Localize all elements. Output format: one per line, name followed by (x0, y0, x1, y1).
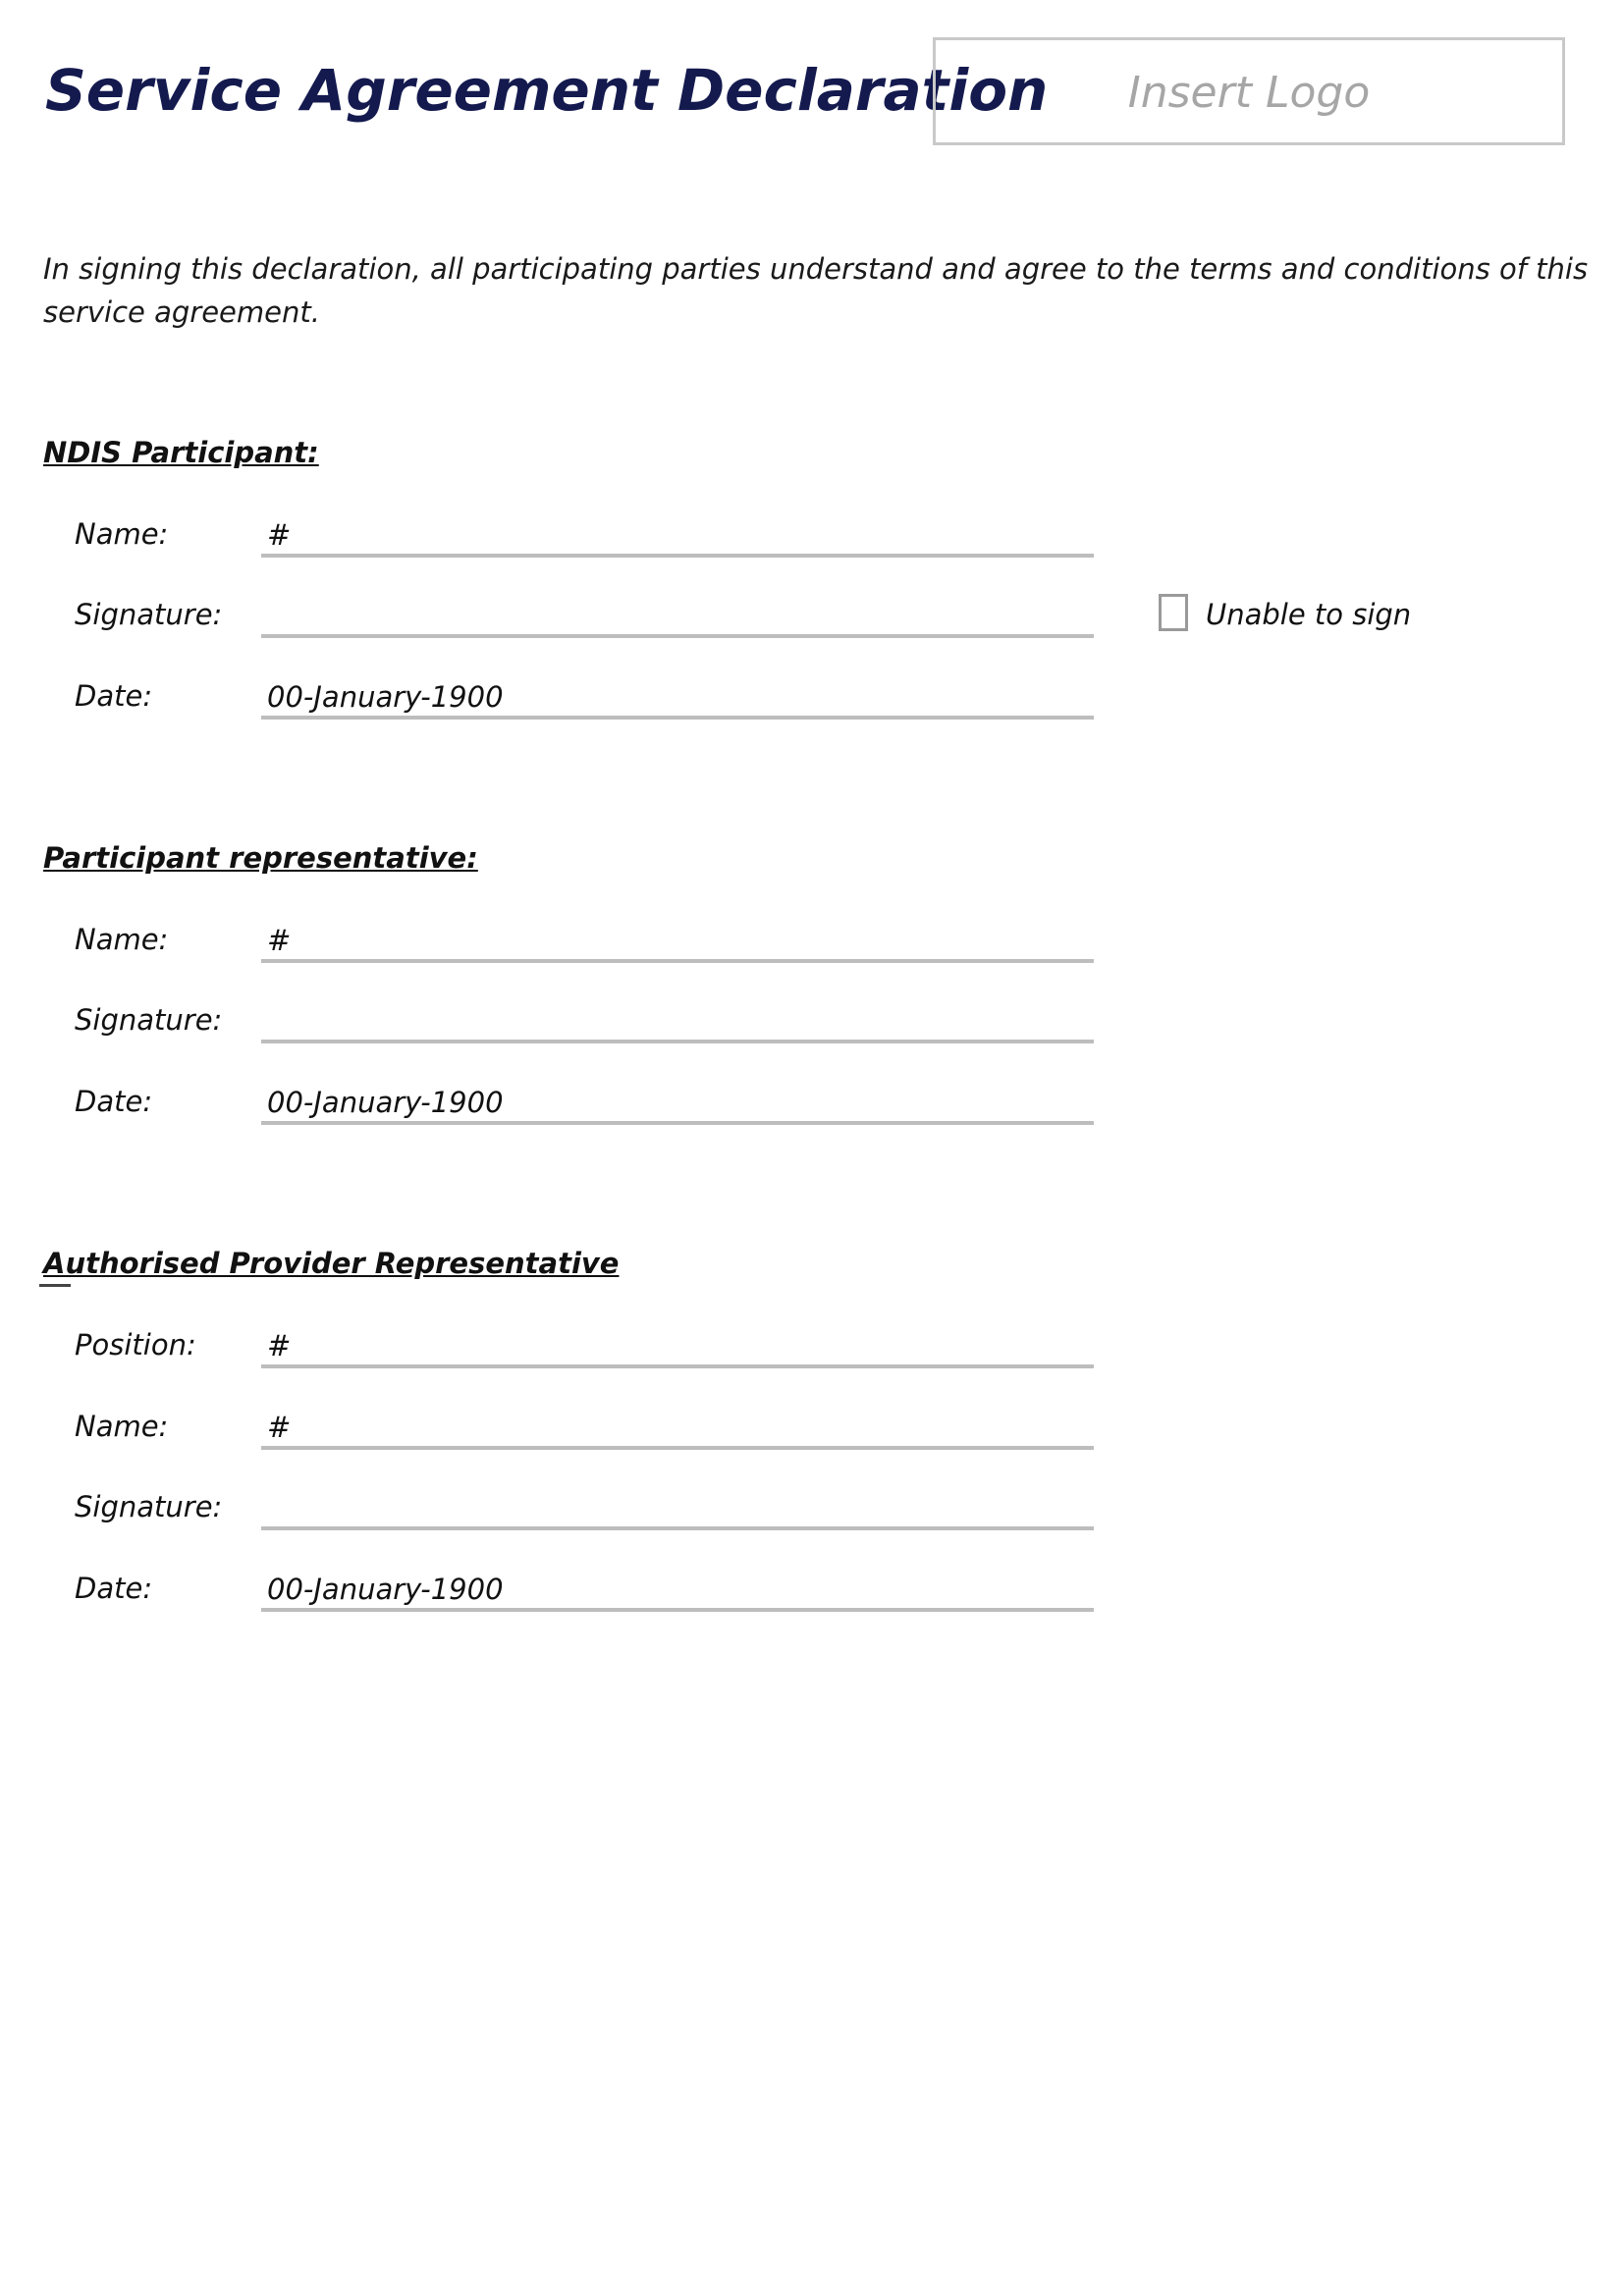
provider-name-value: # (267, 1411, 292, 1444)
participant-date-field[interactable] (261, 678, 1094, 720)
provider-name-label: Name: (75, 1410, 169, 1443)
provider-date-value: 00-January-1900 (267, 1573, 504, 1606)
participant-name-value: # (267, 518, 292, 552)
representative-date-value: 00-January-1900 (267, 1086, 504, 1119)
participant-name-field[interactable] (261, 516, 1094, 558)
participant-date-label: Date: (75, 679, 153, 713)
representative-section-heading: Participant representative: (43, 841, 478, 875)
participant-date-value: 00-January-1900 (267, 680, 504, 714)
provider-name-field[interactable] (261, 1409, 1094, 1450)
representative-name-field[interactable] (261, 922, 1094, 963)
declaration-intro-text: In signing this declaration, all participating parties understand and agree to the terms and conditions of this service agreement. (43, 252, 1589, 329)
logo-placeholder-text: Insert Logo (1127, 68, 1371, 118)
representative-signature-field[interactable] (261, 1002, 1094, 1043)
representative-name-value: # (267, 924, 292, 957)
participant-name-label: Name: (75, 517, 169, 551)
participant-signature-label: Signature: (75, 598, 223, 631)
section-marker (39, 1284, 71, 1287)
provider-position-value: # (267, 1329, 292, 1362)
representative-name-label: Name: (75, 923, 169, 956)
page-title: Service Agreement Declaration (45, 57, 1049, 124)
provider-signature-field[interactable] (261, 1489, 1094, 1530)
unable-to-sign-checkbox[interactable] (1159, 594, 1188, 631)
provider-date-label: Date: (75, 1572, 153, 1605)
unable-to-sign-label: Unable to sign (1206, 598, 1412, 631)
participant-section-heading: NDIS Participant: (43, 436, 319, 469)
provider-position-label: Position: (75, 1328, 196, 1362)
representative-date-field[interactable] (261, 1084, 1094, 1125)
representative-signature-label: Signature: (75, 1003, 223, 1037)
representative-date-label: Date: (75, 1085, 153, 1118)
participant-signature-field[interactable] (261, 597, 1094, 638)
logo-placeholder-box[interactable] (933, 37, 1565, 145)
provider-date-field[interactable] (261, 1571, 1094, 1612)
provider-section-heading: Authorised Provider Representative (43, 1247, 620, 1280)
provider-position-field[interactable] (261, 1327, 1094, 1368)
provider-signature-label: Signature: (75, 1490, 223, 1523)
